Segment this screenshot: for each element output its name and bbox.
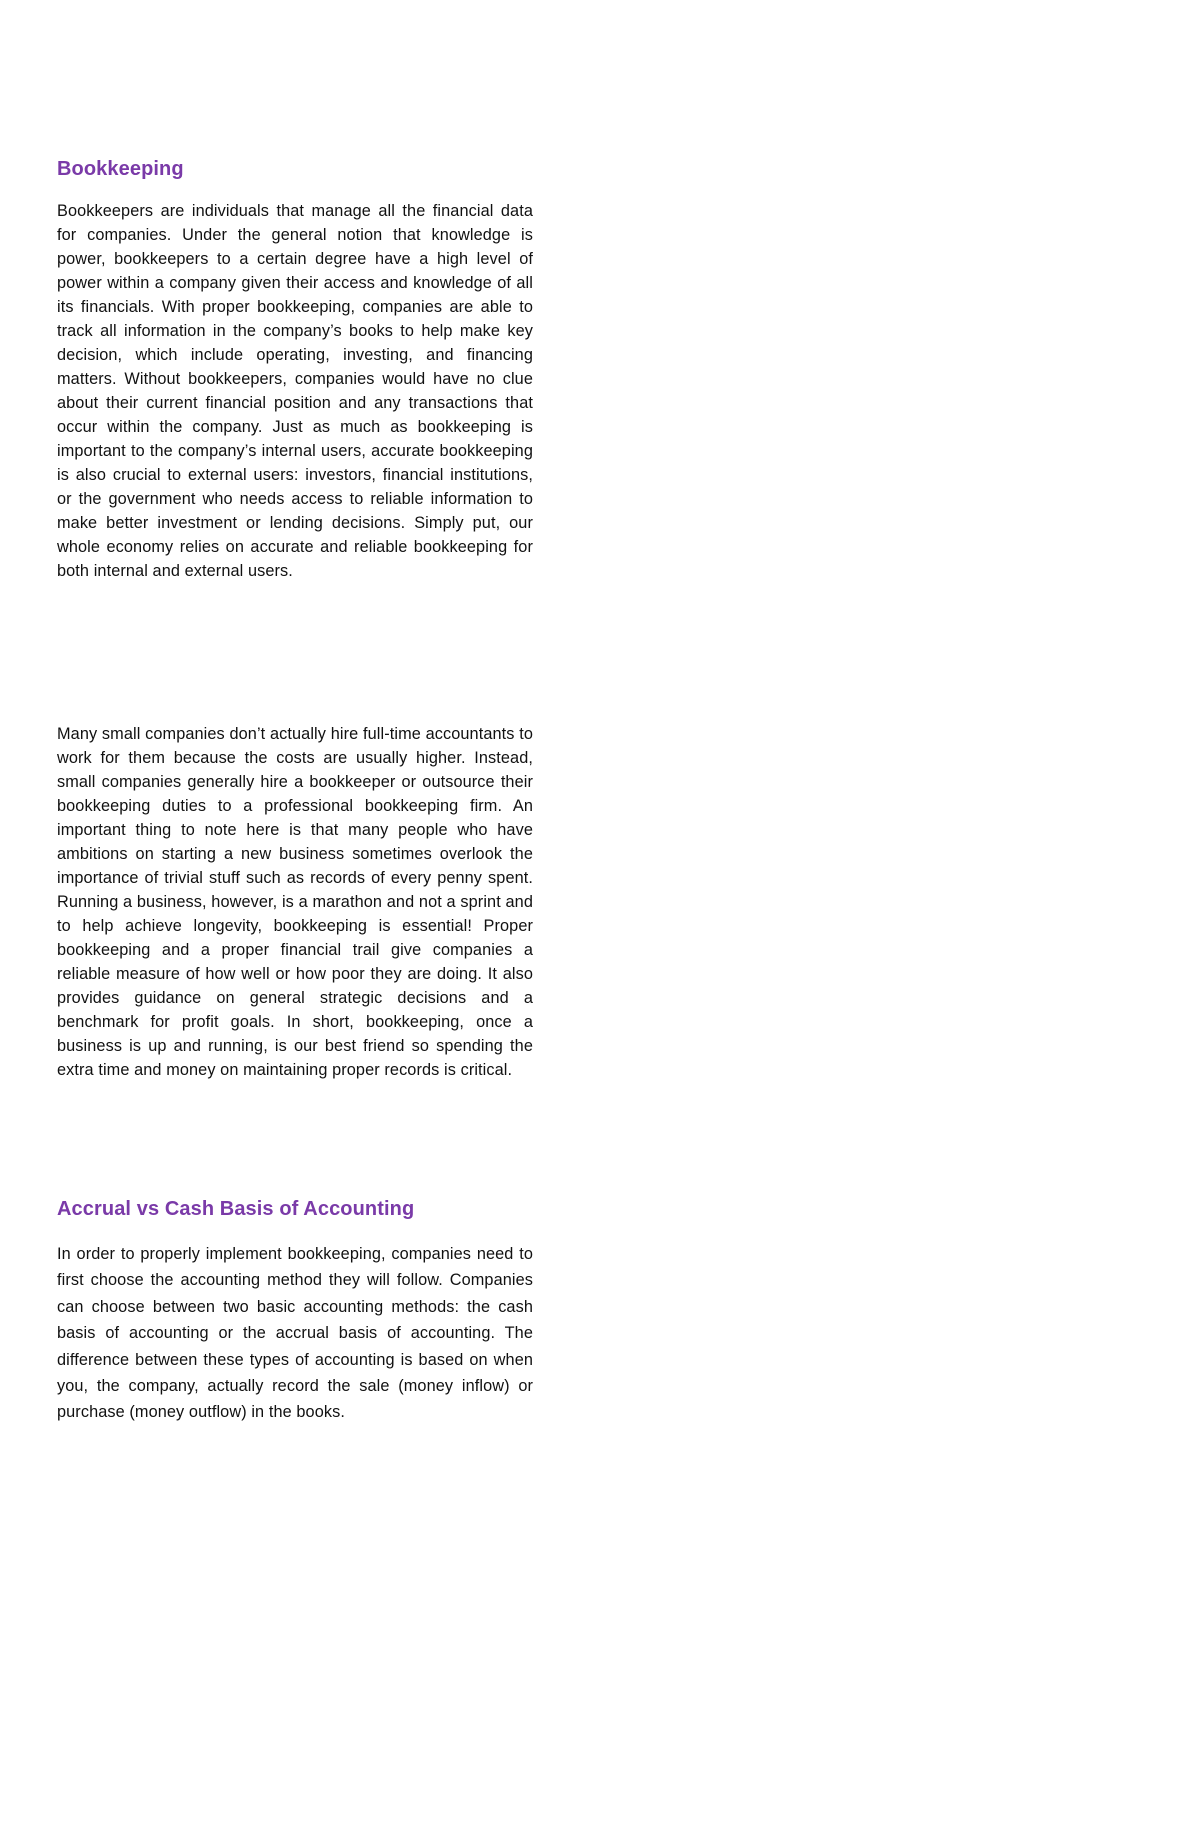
section-heading-accrual-vs-cash: Accrual vs Cash Basis of Accounting — [57, 1198, 415, 1220]
body-paragraph: In order to properly implement bookkeeping, companies need to first choose the accounting method they will follow. Companies can choose between two basic accounting methods: the cash basis of accounting or the accrual basis of accounting. The difference between these types of accounting is based on when you, the company, actually record the sale (money inflow) or purchase (money outflow) in the books. — [57, 1245, 533, 1422]
section-heading-bookkeeping: Bookkeeping — [57, 158, 184, 180]
body-paragraph: Bookkeepers are individuals that manage all the financial data for companies. Under the general notion that knowledge is power, bookkeepers to a certain degree have a high level of power within a company given their access and knowledge of all its financials. With proper bookkeeping, companies are able to track all information in the company’s books to help make key decision, which include operating, investing, and financing matters. Without bookkeepers, companies would have no clue about their current financial position and any transactions that occur within the company. Just as much as bookkeeping is important to the company’s internal users, accurate bookkeeping is also crucial to external users: investors, financial institutions, or the government who needs access to reliable information to make better investment or lending decisions. Simply put, our whole economy relies on accurate and reliable bookkeeping for both internal and external users. — [57, 202, 533, 580]
body-paragraph: Many small companies don’t actually hire full-time accountants to work for them because the costs are usually higher. Instead, small companies generally hire a bookkeeper or outsource their bookkeeping duties to a professional bookkeeping firm. An important thing to note here is that many people who have ambitions on starting a new business sometimes overlook the importance of trivial stuff such as records of every penny spent. Running a business, however, is a marathon and not a sprint and to help achieve longevity, bookkeeping is essential! Proper bookkeeping and a proper financial trail give companies a reliable measure of how well or how poor they are doing. It also provides guidance on general strategic decisions and a benchmark for profit goals. In short, bookkeeping, once a business is up and running, is our best friend so spending the extra time and money on maintaining proper records is critical. — [57, 725, 533, 1079]
